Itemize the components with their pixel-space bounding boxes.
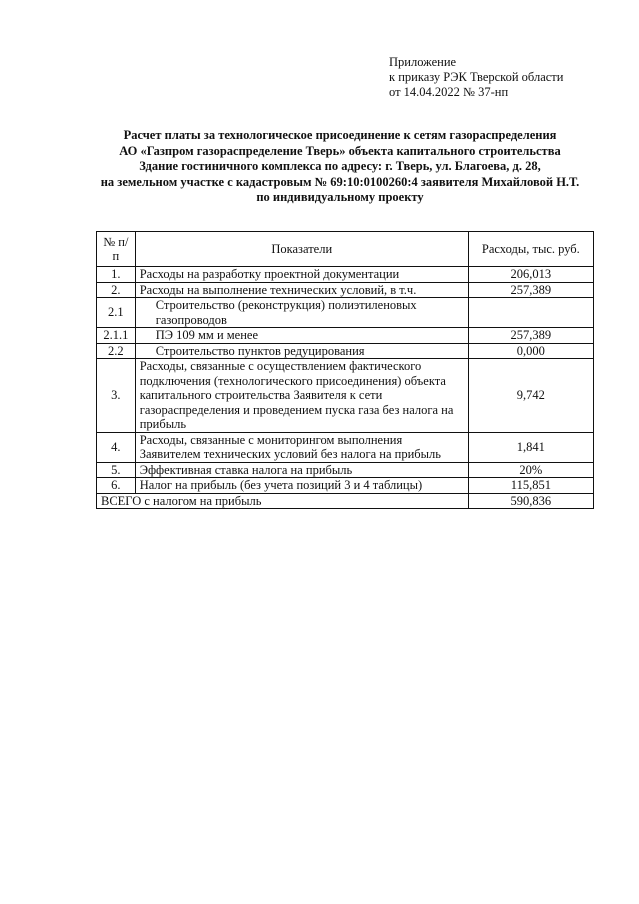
appendix-line-1: Приложение: [389, 55, 457, 69]
row-num: 2.1.1: [97, 328, 136, 344]
row-name: Расходы на разработку проектной документации: [135, 267, 468, 283]
row-name: Налог на прибыль (без учета позиций 3 и 4 таблицы): [135, 478, 468, 494]
row-num: 2.2: [97, 343, 136, 359]
header-value: Расходы, тыс. руб.: [468, 232, 593, 267]
table-row: [97, 432, 594, 462]
row-value: 20%: [468, 462, 593, 478]
row-value: [468, 298, 593, 328]
document-title: [40, 128, 639, 206]
table-row: [97, 328, 594, 344]
calculation-table: [96, 231, 594, 509]
row-num: 4.: [97, 432, 136, 462]
row-name: Эффективная ставка налога на прибыль: [135, 462, 468, 478]
table-total-row: [97, 493, 594, 509]
table-row: [97, 462, 594, 478]
total-value: 590,836: [468, 493, 593, 509]
row-num: 5.: [97, 462, 136, 478]
title-line-1: Расчет платы за технологическое присоединение к сетям газораспределения: [123, 128, 557, 142]
row-num: 1.: [97, 267, 136, 283]
total-label: ВСЕГО с налогом на прибыль: [97, 493, 469, 509]
title-line-5: по индивидуальному проекту: [256, 190, 424, 204]
row-value: 206,013: [468, 267, 593, 283]
table-row: [97, 267, 594, 283]
row-name: ПЭ 109 мм и менее: [135, 328, 468, 344]
row-value: 0,000: [468, 343, 593, 359]
appendix-line-2: к приказу РЭК Тверской области: [389, 70, 564, 84]
row-num: 6.: [97, 478, 136, 494]
table-row: [97, 359, 594, 433]
row-num: 2.: [97, 282, 136, 298]
table-row: [97, 343, 594, 359]
table-row: [97, 282, 594, 298]
row-name: Строительство (реконструкция) полиэтиленовых газопроводов: [135, 298, 468, 328]
row-name: Расходы на выполнение технических условий, в т.ч.: [135, 282, 468, 298]
appendix-line-3: от 14.04.2022 № 37-нп: [389, 85, 509, 99]
row-value: 9,742: [468, 359, 593, 433]
row-num: 3.: [97, 359, 136, 433]
table-row: [97, 298, 594, 328]
row-name: Расходы, связанные с мониторингом выполнения Заявителем технических условий без налога на прибыль: [135, 432, 468, 462]
row-value: 257,389: [468, 282, 593, 298]
row-value: 1,841: [468, 432, 593, 462]
title-line-4: на земельном участке с кадастровым № 69:10:0100260:4 заявителя Михайловой Н.Т.: [100, 174, 580, 189]
table-header-row: [97, 232, 594, 267]
row-value: 257,389: [468, 328, 593, 344]
row-num: 2.1: [97, 298, 136, 328]
title-line-2: АО «Газпром газораспределение Тверь» объекта капитального строительства: [119, 143, 561, 158]
table-row: [97, 478, 594, 494]
title-line-3: Здание гостиничного комплекса по адресу: г. Тверь, ул. Благоева, д. 28,: [139, 159, 541, 173]
row-value: 115,851: [468, 478, 593, 494]
row-name: Расходы, связанные с осуществлением фактического подключения (технологического присоединения) объекта капитального строительства Заявителя к сети газораспределения и проведением пуска газа без налога на прибыль: [135, 359, 468, 433]
appendix-header: [389, 55, 563, 100]
row-name: Строительство пунктов редуцирования: [135, 343, 468, 359]
header-name: Показатели: [135, 232, 468, 267]
header-num: № п/п: [97, 232, 136, 267]
